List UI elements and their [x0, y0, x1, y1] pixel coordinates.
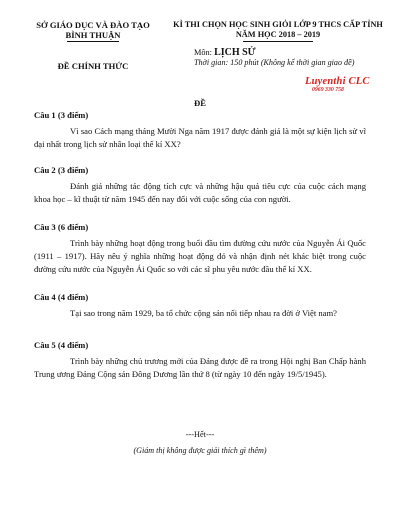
question-title: Câu 1 (3 điểm)	[34, 110, 89, 120]
exam-title: KÌ THI CHỌN HỌC SINH GIỎI LỚP 9 THCS CẤP TỈNH	[173, 20, 383, 29]
question-body: Tại sao trong năm 1929, ba tổ chức cộng sản nối tiếp nhau ra đời ở Việt nam?	[70, 308, 337, 318]
exam-duration: Thời gian: 150 phút (Không kể thời gian giao đề)	[194, 58, 355, 67]
subject-line	[168, 47, 388, 58]
logo-brand: Luyenthi CLC	[305, 76, 370, 87]
department-name: SỞ GIÁO DỤC VÀ ĐÀO TẠO	[36, 20, 150, 30]
question-body: Trình bày những chủ trương mới của Đảng được đề ra trong Hội nghị Ban Chấp hành Trung ương Đảng Cộng sản Đông Dương lần thứ 8 (từ ngày 10 đến ngày 19/5/1945).	[34, 356, 366, 379]
question-3	[34, 222, 366, 276]
question-title: Câu 4 (4 điểm)	[34, 292, 89, 302]
question-2	[34, 165, 366, 206]
province-name: BÌNH THUẬN	[65, 30, 121, 40]
question-body: Trình bày những hoạt động trong buổi đầu tìm đường cứu nước của Nguyễn Ái Quốc (1911 – 1917). Hãy nêu ý nghĩa những hoạt động đó và nhận định nét khác biệt trong cuộc đường cứu nước của Nguyễn Ái Quốc so với các sĩ phu yêu nước đầu thế kỉ XX.	[34, 238, 366, 274]
question-body: Vì sao Cách mạng tháng Mười Nga năm 1917 được đánh giá là một sự kiện lịch sử vĩ đại nhất trong lịch sử nhân loại thế kỉ XX?	[34, 126, 366, 149]
luyenthi-logo	[305, 76, 385, 94]
proctor-note: (Giám thị không được giải thích gì thêm)	[133, 446, 267, 455]
logo-phone: 0969 330 758	[312, 87, 344, 93]
question-title: Câu 5 (4 điểm)	[34, 340, 89, 350]
question-1	[34, 110, 366, 151]
question-4	[34, 292, 366, 320]
exam-header-divider	[243, 41, 313, 42]
department-header	[18, 20, 168, 71]
exam-header	[168, 20, 388, 68]
subject-name: LỊCH SỬ	[214, 47, 256, 58]
question-title: Câu 2 (3 điểm)	[34, 165, 89, 175]
question-5	[34, 340, 366, 381]
official-exam-label: ĐỀ CHÍNH THỨC	[57, 61, 129, 71]
school-year: NĂM HỌC 2018 – 2019	[235, 30, 321, 39]
exam-section-title: ĐỀ	[194, 98, 206, 108]
question-title: Câu 3 (6 điểm)	[34, 222, 89, 232]
subject-label: Môn:	[194, 48, 215, 57]
end-marker: ---Hết---	[185, 430, 215, 439]
question-body: Đánh giá những tác động tích cực và những hậu quả tiêu cực của cuộc cách mạng khoa học – kĩ thuật từ năm 1945 đến nay đối với cuộc sống của con người.	[34, 181, 366, 204]
header-divider	[67, 41, 119, 42]
